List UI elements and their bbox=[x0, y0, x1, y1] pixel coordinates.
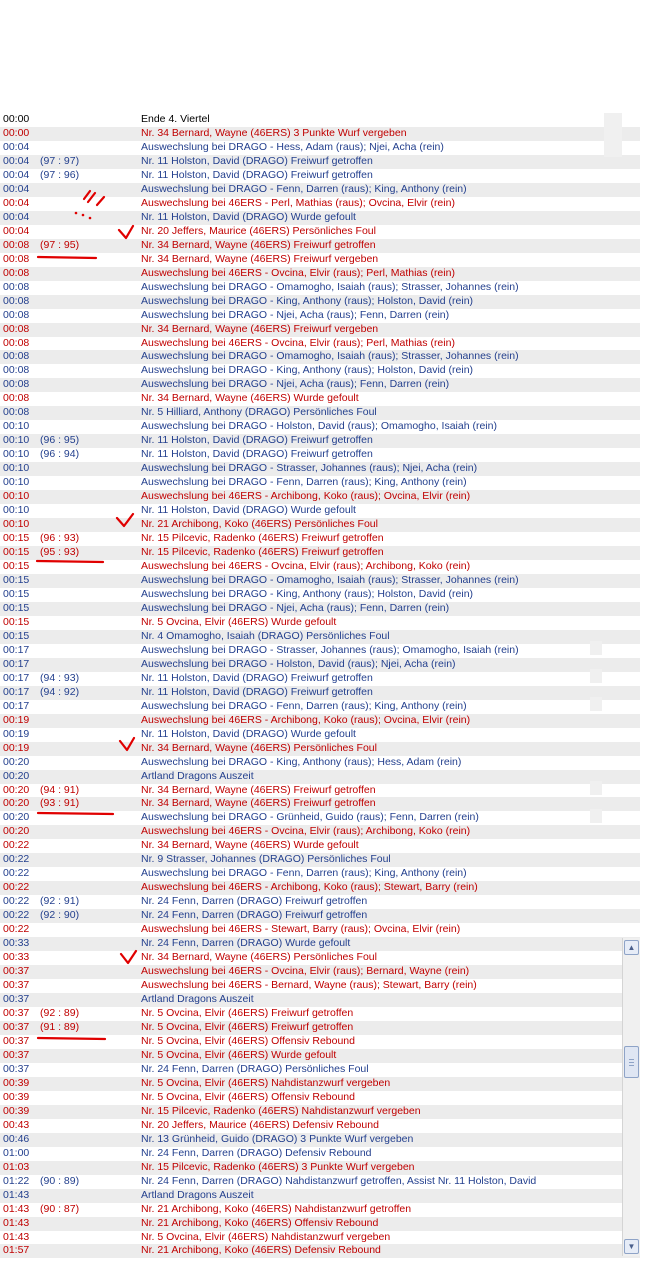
score-cell: (94 : 92) bbox=[40, 685, 80, 698]
event-text: Nr. 11 Holston, David (DRAGO) Freiwurf getroffen bbox=[141, 685, 373, 698]
overlay-block bbox=[604, 113, 622, 157]
event-text: Nr. 34 Bernard, Wayne (46ERS) Wurde gefoult bbox=[141, 839, 359, 852]
log-row bbox=[0, 350, 640, 364]
time-cell: 00:08 bbox=[3, 322, 30, 335]
log-row bbox=[0, 406, 640, 420]
log-row bbox=[0, 867, 640, 881]
event-text: Nr. 34 Bernard, Wayne (46ERS) Freiwurf getroffen bbox=[141, 783, 376, 796]
event-text: Nr. 34 Bernard, Wayne (46ERS) Persönliches Foul bbox=[141, 951, 377, 964]
time-cell: 00:10 bbox=[3, 504, 30, 517]
time-cell: 00:19 bbox=[3, 713, 30, 726]
time-cell: 00:20 bbox=[3, 783, 30, 796]
log-row bbox=[0, 686, 640, 700]
event-text: Nr. 15 Pilcevic, Radenko (46ERS) Freiwurf getroffen bbox=[141, 532, 384, 545]
score-cell: (94 : 91) bbox=[40, 783, 80, 796]
log-row bbox=[0, 672, 640, 686]
time-cell: 00:39 bbox=[3, 1076, 30, 1089]
event-text: Nr. 15 Pilcevic, Radenko (46ERS) Nahdistanzwurf vergeben bbox=[141, 1104, 421, 1117]
event-text: Auswechslung bei DRAGO - Grünheid, Guido (raus); Fenn, Darren (rein) bbox=[141, 811, 479, 824]
event-text: Nr. 11 Holston, David (DRAGO) Wurde gefoult bbox=[141, 504, 356, 517]
log-row bbox=[0, 742, 640, 756]
time-cell: 00:10 bbox=[3, 434, 30, 447]
event-text: Nr. 5 Ovcina, Elvir (46ERS) Wurde gefoult bbox=[141, 1048, 337, 1061]
time-cell: 00:15 bbox=[3, 532, 30, 545]
time-cell: 00:08 bbox=[3, 378, 30, 391]
event-text: Auswechslung bei DRAGO - Njei, Acha (raus); Fenn, Darren (rein) bbox=[141, 378, 450, 391]
time-cell: 00:08 bbox=[3, 336, 30, 349]
log-row bbox=[0, 1161, 640, 1175]
time-cell: 00:37 bbox=[3, 1020, 30, 1033]
time-cell: 00:37 bbox=[3, 979, 30, 992]
event-text: Nr. 21 Archibong, Koko (46ERS) Defensiv Rebound bbox=[141, 1244, 381, 1257]
log-row bbox=[0, 211, 640, 225]
time-cell: 00:10 bbox=[3, 476, 30, 489]
event-text: Nr. 24 Fenn, Darren (DRAGO) Defensiv Rebound bbox=[141, 1146, 372, 1159]
event-text: Auswechslung bei DRAGO - King, Anthony (raus); Holston, David (rein) bbox=[141, 364, 474, 377]
scroll-down-arrow-icon[interactable]: ▼ bbox=[624, 1239, 639, 1254]
log-row bbox=[0, 197, 640, 211]
log-row bbox=[0, 267, 640, 281]
log-row bbox=[0, 1119, 640, 1133]
time-cell: 01:43 bbox=[3, 1230, 30, 1243]
event-text: Auswechslung bei DRAGO - Fenn, Darren (raus); King, Anthony (rein) bbox=[141, 867, 467, 880]
log-row bbox=[0, 546, 640, 560]
event-text: Nr. 5 Ovcina, Elvir (46ERS) Nahdistanzwurf vergeben bbox=[141, 1076, 391, 1089]
scroll-up-arrow-icon[interactable]: ▲ bbox=[624, 940, 639, 955]
event-text: Auswechslung bei DRAGO - Fenn, Darren (raus); King, Anthony (rein) bbox=[141, 182, 467, 195]
event-text: Nr. 21 Archibong, Koko (46ERS) Offensiv Rebound bbox=[141, 1216, 379, 1229]
log-row bbox=[0, 1231, 640, 1245]
event-text: Nr. 15 Pilcevic, Radenko (46ERS) Freiwurf getroffen bbox=[141, 546, 384, 559]
event-text: Nr. 34 Bernard, Wayne (46ERS) Wurde gefoult bbox=[141, 392, 359, 405]
score-cell: (96 : 94) bbox=[40, 448, 80, 461]
time-cell: 00:15 bbox=[3, 560, 30, 572]
time-cell: 01:00 bbox=[3, 1146, 30, 1159]
time-cell: 00:08 bbox=[3, 392, 30, 405]
time-cell: 00:17 bbox=[3, 657, 30, 670]
overlay-block bbox=[590, 809, 602, 823]
time-cell: 00:37 bbox=[3, 993, 30, 1006]
event-text: Auswechslung bei 46ERS - Ovcina, Elvir (raus); Perl, Mathias (rein) bbox=[141, 336, 455, 349]
time-cell: 00:39 bbox=[3, 1090, 30, 1103]
log-row bbox=[0, 616, 640, 630]
event-text: Auswechslung bei 46ERS - Stewart, Barry (raus); Ovcina, Elvir (rein) bbox=[141, 923, 461, 936]
log-row bbox=[0, 253, 640, 267]
event-text: Auswechslung bei DRAGO - King, Anthony (raus); Holston, David (rein) bbox=[141, 294, 474, 307]
event-text: Nr. 34 Bernard, Wayne (46ERS) Freiwurf vergeben bbox=[141, 252, 379, 265]
event-text: Auswechslung bei DRAGO - Strasser, Johannes (raus); Omamogho, Isaiah (rein) bbox=[141, 643, 519, 656]
event-text: Nr. 5 Ovcina, Elvir (46ERS) Wurde gefoult bbox=[141, 615, 337, 628]
log-row bbox=[0, 532, 640, 546]
log-row bbox=[0, 476, 640, 490]
log-row bbox=[0, 728, 640, 742]
log-row bbox=[0, 1203, 640, 1217]
event-text: Nr. 24 Fenn, Darren (DRAGO) Persönliches Foul bbox=[141, 1062, 369, 1075]
log-row bbox=[0, 602, 640, 616]
time-cell: 01:43 bbox=[3, 1202, 30, 1215]
time-cell: 00:20 bbox=[3, 797, 30, 810]
event-text: Ende 4. Viertel bbox=[141, 113, 210, 125]
time-cell: 00:37 bbox=[3, 1034, 30, 1047]
log-row bbox=[0, 309, 640, 323]
time-cell: 00:22 bbox=[3, 895, 30, 908]
event-text: Auswechslung bei 46ERS - Perl, Mathias (raus); Ovcina, Elvir (rein) bbox=[141, 196, 455, 209]
event-text: Nr. 24 Fenn, Darren (DRAGO) Freiwurf getroffen bbox=[141, 895, 368, 908]
score-cell: (92 : 91) bbox=[40, 895, 80, 908]
log-row bbox=[0, 588, 640, 602]
overlay-block bbox=[590, 697, 602, 711]
event-text: Auswechslung bei DRAGO - Holston, David (raus); Omamogho, Isaiah (rein) bbox=[141, 420, 497, 433]
event-text: Auswechslung bei DRAGO - Omamogho, Isaiah (raus); Strasser, Johannes (rein) bbox=[141, 573, 519, 586]
log-row bbox=[0, 909, 640, 923]
score-cell: (90 : 89) bbox=[40, 1174, 80, 1187]
score-cell: (95 : 93) bbox=[40, 546, 80, 559]
time-cell: 00:10 bbox=[3, 462, 30, 475]
event-text: Nr. 34 Bernard, Wayne (46ERS) Freiwurf vergeben bbox=[141, 322, 379, 335]
overlay-block bbox=[590, 669, 602, 683]
time-cell: 00:04 bbox=[3, 154, 30, 167]
log-row bbox=[0, 700, 640, 714]
log-row bbox=[0, 518, 640, 532]
grip-line bbox=[629, 1059, 634, 1060]
time-cell: 00:04 bbox=[3, 196, 30, 209]
log-row bbox=[0, 504, 640, 518]
log-row bbox=[0, 1091, 640, 1105]
log-row bbox=[0, 462, 640, 476]
time-cell: 00:19 bbox=[3, 727, 30, 740]
time-cell: 00:04 bbox=[3, 140, 30, 153]
time-cell: 00:33 bbox=[3, 951, 30, 964]
time-cell: 00:15 bbox=[3, 615, 30, 628]
log-row bbox=[0, 239, 640, 253]
event-text: Nr. 20 Jeffers, Maurice (46ERS) Persönliches Foul bbox=[141, 224, 376, 237]
event-text: Auswechslung bei DRAGO - Omamogho, Isaiah (raus); Strasser, Johannes (rein) bbox=[141, 350, 519, 363]
log-row bbox=[0, 951, 640, 965]
event-text: Auswechslung bei 46ERS - Archibong, Koko (raus); Stewart, Barry (rein) bbox=[141, 881, 478, 894]
time-cell: 01:22 bbox=[3, 1174, 30, 1187]
time-cell: 00:37 bbox=[3, 1048, 30, 1061]
log-row bbox=[0, 811, 640, 825]
time-cell: 00:20 bbox=[3, 811, 30, 824]
event-text: Auswechslung bei DRAGO - King, Anthony (raus); Holston, David (rein) bbox=[141, 587, 474, 600]
event-text: Nr. 5 Hilliard, Anthony (DRAGO) Persönliches Foul bbox=[141, 406, 377, 419]
log-row bbox=[0, 295, 640, 309]
time-cell: 00:46 bbox=[3, 1132, 30, 1145]
log-row bbox=[0, 574, 640, 588]
time-cell: 00:15 bbox=[3, 601, 30, 614]
log-row bbox=[0, 937, 640, 951]
time-cell: 00:08 bbox=[3, 364, 30, 377]
score-cell: (92 : 89) bbox=[40, 1007, 80, 1019]
log-row bbox=[0, 225, 640, 239]
log-row bbox=[0, 169, 640, 183]
event-text: Auswechslung bei DRAGO - Omamogho, Isaiah (raus); Strasser, Johannes (rein) bbox=[141, 280, 519, 293]
log-row bbox=[0, 630, 640, 644]
log-row bbox=[0, 756, 640, 770]
log-row bbox=[0, 1189, 640, 1203]
time-cell: 00:37 bbox=[3, 1007, 30, 1019]
grip-line bbox=[629, 1062, 634, 1063]
time-cell: 00:22 bbox=[3, 839, 30, 852]
log-row bbox=[0, 784, 640, 798]
time-cell: 00:37 bbox=[3, 965, 30, 978]
event-text: Auswechslung bei 46ERS - Ovcina, Elvir (raus); Archibong, Koko (rein) bbox=[141, 560, 471, 572]
event-text: Auswechslung bei DRAGO - Strasser, Johannes (raus); Njei, Acha (rein) bbox=[141, 462, 478, 475]
scrollbar-thumb[interactable] bbox=[624, 1046, 639, 1078]
time-cell: 01:43 bbox=[3, 1188, 30, 1201]
log-row bbox=[0, 797, 640, 811]
score-cell: (90 : 87) bbox=[40, 1202, 80, 1215]
log-row bbox=[0, 825, 640, 839]
event-text: Auswechslung bei 46ERS - Bernard, Wayne (raus); Stewart, Barry (rein) bbox=[141, 979, 477, 992]
event-text: Nr. 15 Pilcevic, Radenko (46ERS) 3 Punkte Wurf vergeben bbox=[141, 1160, 415, 1173]
event-text: Nr. 5 Ovcina, Elvir (46ERS) Offensiv Rebound bbox=[141, 1034, 355, 1047]
event-text: Nr. 34 Bernard, Wayne (46ERS) 3 Punkte Wurf vergeben bbox=[141, 126, 407, 139]
time-cell: 00:08 bbox=[3, 280, 30, 293]
time-cell: 01:43 bbox=[3, 1216, 30, 1229]
event-text: Nr. 11 Holston, David (DRAGO) Freiwurf getroffen bbox=[141, 434, 373, 447]
time-cell: 00:17 bbox=[3, 643, 30, 656]
log-row bbox=[0, 1049, 640, 1063]
log-row bbox=[0, 141, 640, 155]
log-row bbox=[0, 183, 640, 197]
event-text: Nr. 5 Ovcina, Elvir (46ERS) Freiwurf getroffen bbox=[141, 1020, 354, 1033]
log-row bbox=[0, 127, 640, 141]
time-cell: 00:08 bbox=[3, 252, 30, 265]
time-cell: 00:33 bbox=[3, 937, 30, 950]
time-cell: 00:08 bbox=[3, 266, 30, 279]
log-row bbox=[0, 560, 640, 574]
log-row bbox=[0, 658, 640, 672]
event-text: Nr. 11 Holston, David (DRAGO) Freiwurf getroffen bbox=[141, 154, 373, 167]
log-row bbox=[0, 1105, 640, 1119]
time-cell: 00:08 bbox=[3, 238, 30, 251]
grip-line bbox=[629, 1065, 634, 1066]
log-row bbox=[0, 1175, 640, 1189]
log-row bbox=[0, 770, 640, 784]
event-text: Nr. 5 Ovcina, Elvir (46ERS) Freiwurf getroffen bbox=[141, 1007, 354, 1019]
time-cell: 00:00 bbox=[3, 113, 30, 125]
time-cell: 00:04 bbox=[3, 168, 30, 181]
time-cell: 00:04 bbox=[3, 182, 30, 195]
time-cell: 00:08 bbox=[3, 308, 30, 321]
time-cell: 00:20 bbox=[3, 769, 30, 782]
time-cell: 00:10 bbox=[3, 518, 30, 531]
event-text: Auswechslung bei 46ERS - Archibong, Koko (raus); Ovcina, Elvir (rein) bbox=[141, 713, 471, 726]
event-text: Nr. 21 Archibong, Koko (46ERS) Persönliches Foul bbox=[141, 518, 378, 531]
time-cell: 00:15 bbox=[3, 629, 30, 642]
time-cell: 00:39 bbox=[3, 1104, 30, 1117]
log-row bbox=[0, 434, 640, 448]
event-text: Nr. 11 Holston, David (DRAGO) Wurde gefoult bbox=[141, 727, 356, 740]
time-cell: 00:22 bbox=[3, 881, 30, 894]
time-cell: 00:20 bbox=[3, 825, 30, 838]
time-cell: 00:17 bbox=[3, 699, 30, 712]
time-cell: 00:15 bbox=[3, 587, 30, 600]
time-cell: 00:08 bbox=[3, 294, 30, 307]
time-cell: 00:22 bbox=[3, 923, 30, 936]
time-cell: 00:22 bbox=[3, 853, 30, 866]
time-cell: 00:04 bbox=[3, 224, 30, 237]
time-cell: 00:22 bbox=[3, 867, 30, 880]
log-row bbox=[0, 1021, 640, 1035]
play-by-play-log bbox=[0, 113, 640, 1258]
event-text: Auswechslung bei DRAGO - Fenn, Darren (raus); King, Anthony (rein) bbox=[141, 476, 467, 489]
event-text: Artland Dragons Auszeit bbox=[141, 769, 254, 782]
event-text: Nr. 34 Bernard, Wayne (46ERS) Persönliches Foul bbox=[141, 741, 377, 754]
log-row bbox=[0, 155, 640, 169]
event-text: Nr. 34 Bernard, Wayne (46ERS) Freiwurf getroffen bbox=[141, 797, 376, 810]
score-cell: (91 : 89) bbox=[40, 1020, 80, 1033]
log-row bbox=[0, 979, 640, 993]
event-text: Auswechslung bei DRAGO - Fenn, Darren (raus); King, Anthony (rein) bbox=[141, 699, 467, 712]
log-row bbox=[0, 1147, 640, 1161]
log-row bbox=[0, 923, 640, 937]
log-row bbox=[0, 714, 640, 728]
event-text: Artland Dragons Auszeit bbox=[141, 1188, 254, 1201]
time-cell: 00:20 bbox=[3, 755, 30, 768]
score-cell: (96 : 95) bbox=[40, 434, 80, 447]
log-row bbox=[0, 281, 640, 295]
time-cell: 00:10 bbox=[3, 490, 30, 503]
time-cell: 00:08 bbox=[3, 350, 30, 363]
log-row bbox=[0, 490, 640, 504]
log-row bbox=[0, 853, 640, 867]
log-row bbox=[0, 378, 640, 392]
log-row bbox=[0, 323, 640, 337]
event-text: Nr. 24 Fenn, Darren (DRAGO) Nahdistanzwurf getroffen, Assist Nr. 11 Holston, David bbox=[141, 1174, 537, 1187]
event-text: Nr. 9 Strasser, Johannes (DRAGO) Persönliches Foul bbox=[141, 853, 391, 866]
time-cell: 00:22 bbox=[3, 909, 30, 922]
log-row bbox=[0, 881, 640, 895]
event-text: Nr. 24 Fenn, Darren (DRAGO) Freiwurf getroffen bbox=[141, 909, 368, 922]
event-text: Nr. 11 Holston, David (DRAGO) Wurde gefoult bbox=[141, 210, 356, 223]
event-text: Auswechslung bei DRAGO - Njei, Acha (raus); Fenn, Darren (rein) bbox=[141, 601, 450, 614]
event-text: Nr. 5 Ovcina, Elvir (46ERS) Nahdistanzwurf vergeben bbox=[141, 1230, 391, 1243]
log-row bbox=[0, 364, 640, 378]
log-row bbox=[0, 1133, 640, 1147]
time-cell: 00:10 bbox=[3, 420, 30, 433]
time-cell: 00:04 bbox=[3, 210, 30, 223]
log-row bbox=[0, 113, 640, 127]
score-cell: (93 : 91) bbox=[40, 797, 80, 810]
event-text: Auswechslung bei DRAGO - Hess, Adam (raus); Njei, Acha (rein) bbox=[141, 140, 444, 153]
time-cell: 00:37 bbox=[3, 1062, 30, 1075]
overlay-block bbox=[590, 781, 602, 795]
time-cell: 00:17 bbox=[3, 685, 30, 698]
event-text: Nr. 24 Fenn, Darren (DRAGO) Wurde gefoult bbox=[141, 937, 351, 950]
score-cell: (96 : 93) bbox=[40, 532, 80, 545]
time-cell: 00:08 bbox=[3, 406, 30, 419]
log-row bbox=[0, 895, 640, 909]
event-text: Auswechslung bei 46ERS - Ovcina, Elvir (raus); Archibong, Koko (rein) bbox=[141, 825, 471, 838]
time-cell: 00:17 bbox=[3, 671, 30, 684]
time-cell: 00:19 bbox=[3, 741, 30, 754]
log-row bbox=[0, 448, 640, 462]
time-cell: 00:15 bbox=[3, 573, 30, 586]
event-text: Auswechslung bei 46ERS - Ovcina, Elvir (raus); Perl, Mathias (rein) bbox=[141, 266, 455, 279]
log-row bbox=[0, 1077, 640, 1091]
log-row bbox=[0, 1063, 640, 1077]
event-text: Auswechslung bei 46ERS - Archibong, Koko (raus); Ovcina, Elvir (rein) bbox=[141, 490, 471, 503]
time-cell: 00:43 bbox=[3, 1118, 30, 1131]
log-row bbox=[0, 420, 640, 434]
log-row bbox=[0, 644, 640, 658]
log-row bbox=[0, 392, 640, 406]
score-cell: (97 : 95) bbox=[40, 238, 80, 251]
event-text: Nr. 13 Grünheid, Guido (DRAGO) 3 Punkte Wurf vergeben bbox=[141, 1132, 414, 1145]
log-row bbox=[0, 1217, 640, 1231]
score-cell: (97 : 96) bbox=[40, 168, 80, 181]
score-cell: (92 : 90) bbox=[40, 909, 80, 922]
event-text: Auswechslung bei DRAGO - Njei, Acha (raus); Fenn, Darren (rein) bbox=[141, 308, 450, 321]
time-cell: 00:00 bbox=[3, 126, 30, 139]
event-text: Nr. 34 Bernard, Wayne (46ERS) Freiwurf getroffen bbox=[141, 238, 376, 251]
score-cell: (97 : 97) bbox=[40, 154, 80, 167]
event-text: Auswechslung bei DRAGO - Holston, David (raus); Njei, Acha (rein) bbox=[141, 657, 456, 670]
log-row bbox=[0, 337, 640, 351]
time-cell: 01:57 bbox=[3, 1244, 30, 1257]
event-text: Nr. 20 Jeffers, Maurice (46ERS) Defensiv Rebound bbox=[141, 1118, 379, 1131]
event-text: Auswechslung bei DRAGO - King, Anthony (raus); Hess, Adam (rein) bbox=[141, 755, 462, 768]
time-cell: 01:03 bbox=[3, 1160, 30, 1173]
overlay-block bbox=[590, 641, 602, 655]
event-text: Nr. 11 Holston, David (DRAGO) Freiwurf getroffen bbox=[141, 168, 373, 181]
time-cell: 00:10 bbox=[3, 448, 30, 461]
event-text: Artland Dragons Auszeit bbox=[141, 993, 254, 1006]
event-text: Nr. 11 Holston, David (DRAGO) Freiwurf getroffen bbox=[141, 671, 373, 684]
event-text: Nr. 4 Omamogho, Isaiah (DRAGO) Persönliches Foul bbox=[141, 629, 390, 642]
log-row bbox=[0, 1244, 640, 1258]
time-cell: 00:15 bbox=[3, 546, 30, 559]
event-text: Nr. 11 Holston, David (DRAGO) Freiwurf getroffen bbox=[141, 448, 373, 461]
event-text: Nr. 5 Ovcina, Elvir (46ERS) Offensiv Rebound bbox=[141, 1090, 355, 1103]
event-text: Nr. 21 Archibong, Koko (46ERS) Nahdistanzwurf getroffen bbox=[141, 1202, 412, 1215]
event-text: Auswechslung bei 46ERS - Ovcina, Elvir (raus); Bernard, Wayne (rein) bbox=[141, 965, 470, 978]
score-cell: (94 : 93) bbox=[40, 671, 80, 684]
log-row bbox=[0, 1007, 640, 1021]
vertical-scrollbar[interactable] bbox=[622, 938, 640, 1256]
log-row bbox=[0, 1035, 640, 1049]
log-row bbox=[0, 839, 640, 853]
log-row bbox=[0, 965, 640, 979]
log-row bbox=[0, 993, 640, 1007]
